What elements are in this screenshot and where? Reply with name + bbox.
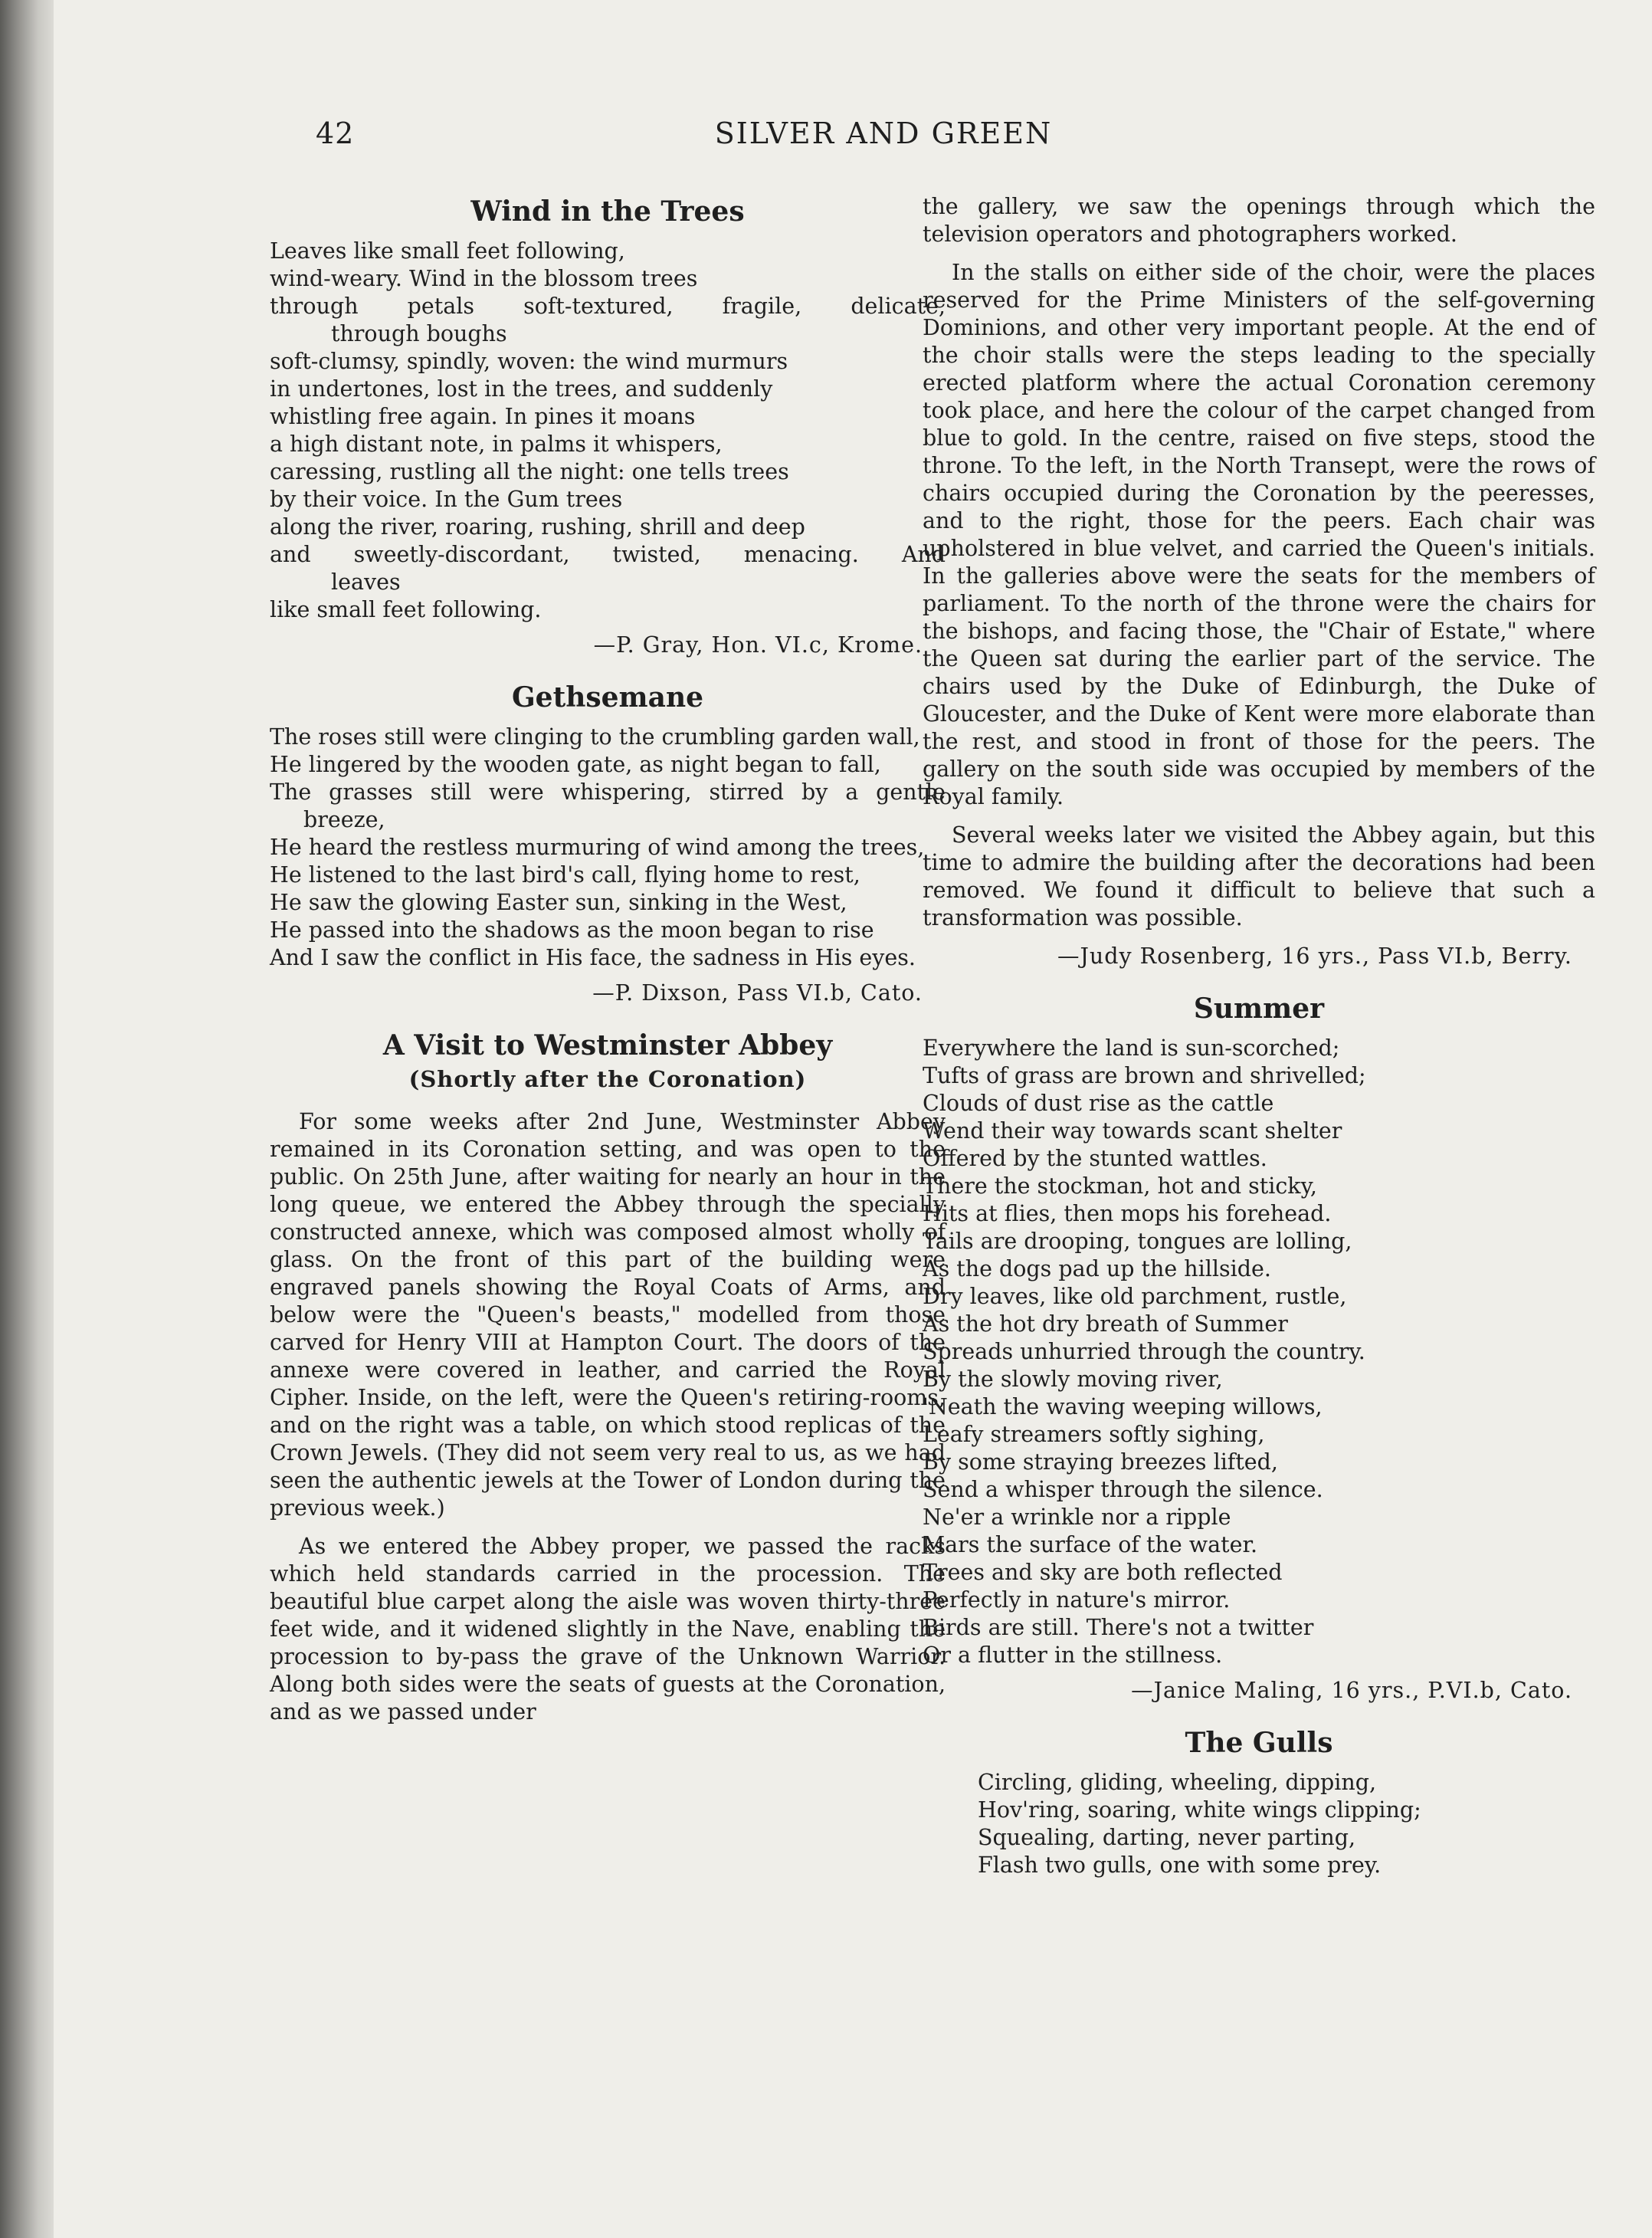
poem-line: Or a flutter in the stillness. bbox=[923, 1642, 1223, 1668]
poem-line: Trees and sky are both reflected bbox=[923, 1560, 1283, 1585]
poem-line: soft-clumsy, spindly, woven: the wind murmurs bbox=[270, 349, 788, 374]
page-number: 42 bbox=[316, 116, 355, 150]
abbey-paragraph: In the stalls on either side of the choir, were the places reserved for the Prime Ministers of the self-governing Dominions, and other very important people. At the end of the choir stalls were the steps leading to the specially erected platform where the actual Coronation ceremony took place, and here the colour of the carpet changed from blue to gold. In the centre, raised on five steps, stood the throne. To the left, in the North Transept, were the rows of chairs occupied during the Coronation by the peeresses, and to the right, those for the peers. Each chair was upholstered in blue velvet, and carried the Queen's initials. In the galleries above were the seats for the members of parliament. To the north of the throne were the chairs for the bishops, and facing those, the "Chair of Estate," where the Queen sat during the earlier part of the service. The chairs used by the Duke of Edinburgh, the Duke of Gloucester, and the Duke of Kent were more elaborate than the rest, and stood in front of those for the peers. The gallery on the south side was occupied by members of the Royal family. bbox=[923, 260, 1595, 809]
poem-line: Clouds of dust rise as the cattle bbox=[923, 1091, 1274, 1116]
poem-line: The grasses still were whispering, stirred by a gentle breeze, bbox=[270, 779, 946, 832]
poem-line: Send a whisper through the silence. bbox=[923, 1477, 1323, 1502]
poem-line: He passed into the shadows as the moon began to rise bbox=[270, 917, 874, 943]
poem-line: by their voice. In the Gum trees bbox=[270, 487, 623, 512]
poem-line: Everywhere the land is sun-scorched; bbox=[923, 1035, 1340, 1061]
poem-line: Circling, gliding, wheeling, dipping, bbox=[978, 1770, 1377, 1795]
abbey-article-continued bbox=[923, 193, 1595, 932]
poem-line: along the river, roaring, rushing, shrill and deep bbox=[270, 514, 805, 540]
poem-line: wind-weary. Wind in the blossom trees bbox=[270, 266, 698, 291]
poem-line: through petals soft-textured, fragile, delicate, bbox=[270, 294, 946, 319]
poem-line: Birds are still. There's not a twitter bbox=[923, 1615, 1314, 1640]
poem-line: Tufts of grass are brown and shrivelled; bbox=[923, 1063, 1366, 1088]
poem-line: Leaves like small feet following, bbox=[270, 238, 625, 264]
poem-line: Squealing, darting, never parting, bbox=[978, 1825, 1356, 1850]
poem-line: leaves bbox=[331, 569, 401, 595]
poem-line: 'Neath the waving weeping willows, bbox=[923, 1394, 1323, 1419]
abbey-paragraph: Several weeks later we visited the Abbey again, but this time to admire the building after the decorations had been removed. We found it difficult to believe that such a transformation was possible. bbox=[923, 822, 1595, 930]
poem-line: Tails are drooping, tongues are lolling, bbox=[923, 1229, 1352, 1254]
abbey-paragraph: For some weeks after 2nd June, Westminster Abbey remained in its Coronation setting, and was open to the public. On 25th June, after waiting for nearly an hour in the long queue, we entered the Abbey through the specially constructed annexe, which was composed almost wholly of glass. On the front of this part of the building were engraved panels showing the Royal Coats of Arms, and below were the "Queen's beasts," modelled from those carved for Henry VIII at Hampton Court. The doors of the annexe were covered in leather, and carried the Royal Cipher. Inside, on the left, were the Queen's retiring-rooms, and on the right was a table, on which stood replicas of the Crown Jewels. (They did not seem very real to us, as we had seen the authentic jewels at the Tower of London during the previous week.) bbox=[270, 1109, 946, 1521]
binding-shadow bbox=[0, 0, 60, 2238]
poem-line: in undertones, lost in the trees, and suddenly bbox=[270, 376, 773, 402]
poem-line: Perfectly in nature's mirror. bbox=[923, 1587, 1231, 1613]
abbey-attribution: —Judy Rosenberg, 16 yrs., Pass VI.b, Berry. bbox=[1057, 943, 1572, 969]
poem-line: Offered by the stunted wattles. bbox=[923, 1146, 1267, 1171]
abbey-paragraph: the gallery, we saw the openings through which the television operators and photographers worked. bbox=[923, 194, 1595, 247]
abbey-subtitle: (Shortly after the Coronation) bbox=[408, 1066, 807, 1092]
poem-line: By some straying breezes lifted, bbox=[923, 1449, 1278, 1475]
poem-line: As the dogs pad up the hillside. bbox=[923, 1256, 1271, 1281]
poem-line: He listened to the last bird's call, flying home to rest, bbox=[270, 862, 860, 888]
poem-line: He heard the restless murmuring of wind among the trees, bbox=[270, 835, 925, 860]
poem-line: Wend their way towards scant shelter bbox=[923, 1118, 1342, 1144]
gulls-title: The Gulls bbox=[1185, 1727, 1333, 1759]
poem-line: He saw the glowing Easter sun, sinking in the West, bbox=[270, 890, 847, 915]
poem-line: As the hot dry breath of Summer bbox=[923, 1311, 1288, 1337]
poem-line: He lingered by the wooden gate, as night began to fall, bbox=[270, 752, 881, 777]
poem-line: There the stockman, hot and sticky, bbox=[923, 1173, 1317, 1199]
poem-line: And I saw the conflict in His face, the sadness in His eyes. bbox=[270, 945, 916, 970]
page-header bbox=[54, 116, 1652, 162]
gethsemane-attribution: —P. Dixson, Pass VI.b, Cato. bbox=[592, 980, 923, 1006]
poem-line: By the slowly moving river, bbox=[923, 1367, 1223, 1392]
summer-title: Summer bbox=[1193, 993, 1325, 1025]
wind-title: Wind in the Trees bbox=[470, 195, 745, 228]
left-column bbox=[270, 193, 946, 1737]
page bbox=[54, 0, 1652, 2238]
gethsemane-poem bbox=[270, 724, 946, 972]
gethsemane-title: Gethsemane bbox=[511, 681, 704, 714]
poem-line: through boughs bbox=[331, 321, 507, 346]
gulls-poem bbox=[923, 1769, 1595, 1879]
wind-attribution: —P. Gray, Hon. VI.c, Krome. bbox=[593, 632, 923, 658]
poem-line: The roses still were clinging to the crumbling garden wall, bbox=[270, 724, 920, 750]
wind-poem bbox=[270, 238, 946, 624]
poem-line: Dry leaves, like old parchment, rustle, bbox=[923, 1284, 1347, 1309]
abbey-article bbox=[270, 1108, 946, 1726]
running-title: SILVER AND GREEN bbox=[714, 116, 1053, 150]
right-column bbox=[923, 193, 1595, 1879]
poem-line: Hov'ring, soaring, white wings clipping; bbox=[978, 1797, 1421, 1823]
summer-attribution: —Janice Maling, 16 yrs., P.VI.b, Cato. bbox=[1131, 1678, 1572, 1703]
poem-line: Flash two gulls, one with some prey. bbox=[978, 1852, 1382, 1878]
abbey-paragraph: As we entered the Abbey proper, we passed the racks which held standards carried in the procession. The beautiful blue carpet along the aisle was woven thirty-three feet wide, and it widened slightly in the Nave, enabling the procession to by-pass the grave of the Unknown Warrior. Along both sides were the seats of guests at the Coronation, and as we passed under bbox=[270, 1534, 946, 1724]
poem-line: a high distant note, in palms it whispers, bbox=[270, 432, 723, 457]
poem-line: whistling free again. In pines it moans bbox=[270, 404, 696, 429]
poem-line: and sweetly-discordant, twisted, menacing. And bbox=[270, 542, 946, 567]
summer-poem bbox=[923, 1035, 1595, 1669]
poem-line: like small feet following. bbox=[270, 597, 542, 622]
poem-line: Hits at flies, then mops his forehead. bbox=[923, 1201, 1332, 1226]
poem-line: Mars the surface of the water. bbox=[923, 1532, 1258, 1557]
poem-line: Spreads unhurried through the country. bbox=[923, 1339, 1365, 1364]
poem-line: Ne'er a wrinkle nor a ripple bbox=[923, 1505, 1231, 1530]
poem-line: caressing, rustling all the night: one tells trees bbox=[270, 459, 789, 484]
abbey-title: A Visit to Westminster Abbey bbox=[382, 1029, 833, 1062]
poem-line: Leafy streamers softly sighing, bbox=[923, 1422, 1265, 1447]
